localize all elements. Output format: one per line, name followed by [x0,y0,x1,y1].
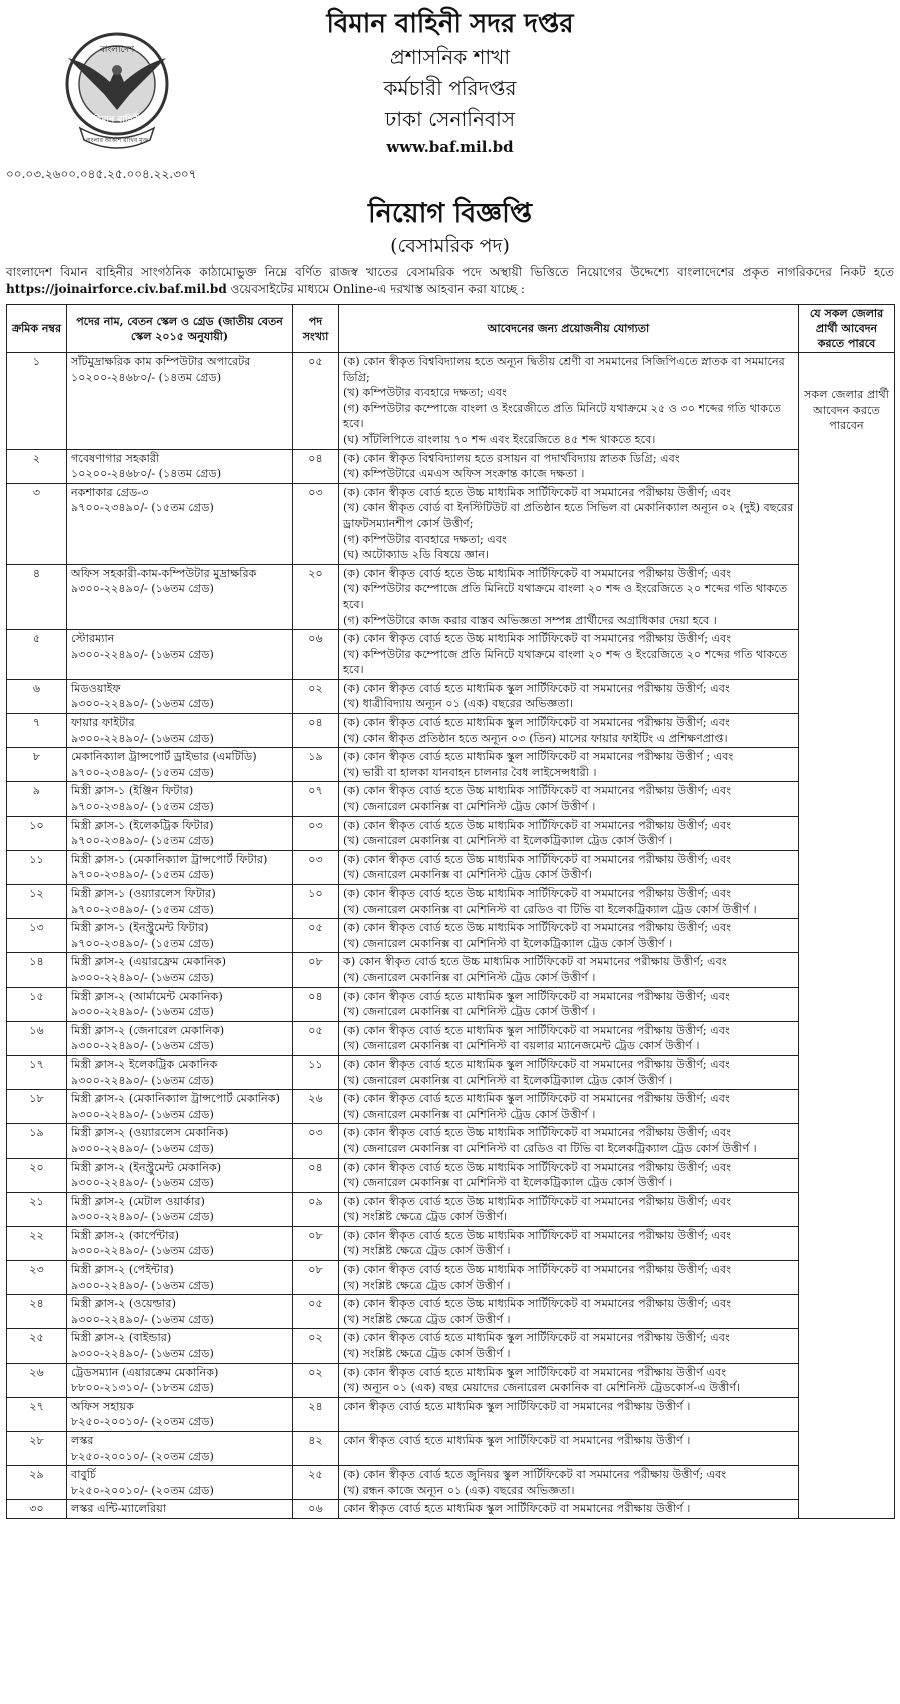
pay-scale: ৯৩০০-২২৪৯০/- (১৬তম গ্রেড) [71,1312,214,1326]
qualification-line: (খ) জেনারেল মেকানিক্স বা মেশিনিস্ট ট্রেড কোর্স উত্তীর্ণ । [343,800,596,814]
post-name: মিস্ত্রী ক্লাস-২ (জেনারেল মেকানিক) [71,1023,225,1037]
row-post [67,782,293,816]
row-post [67,1295,293,1329]
row-post [67,679,293,713]
table-row [7,885,895,919]
table-row [7,1090,895,1124]
row-serial: ২৮ [7,1432,67,1466]
row-qualification [339,1432,799,1466]
post-name: গবেষণাগার সহকারী [71,451,160,465]
qualification-line: (ক) কোন স্বীকৃত বোর্ড হতে উচ্চ মাধ্যমিক সার্টিফিকেট বা সমমানের পরীক্ষায় উত্তীর্ণ; এবং [343,566,732,580]
qualification-line: কোন স্বীকৃত বোর্ড হতে মাধ্যমিক স্কুল সার্টিফিকেট বা সমমানের পরীক্ষায় উত্তীর্ণ । [343,1502,691,1516]
qualification-line: (খ) জেনারেল মেকানিক্স বা মেশিনিস্ট বা ইলেকট্রিক্যাল ট্রেড কোর্স উত্তীর্ণ । [343,936,673,950]
qualification-line: (ক) কোন স্বীকৃত বোর্ড হতে উচ্চ মাধ্যমিক সার্টিফিকেট বা সমমানের পরীক্ষায় উত্তীর্ণ; এবং [343,1126,732,1140]
row-qualification [339,816,799,850]
post-name: মিস্ত্রী ক্লাস-২ (বাইন্ডার) [71,1331,172,1345]
row-count: ৪২ [293,1432,339,1466]
post-name: মিস্ত্রী ক্লাস-১ (ইলেকট্রিক ফিটার) [71,818,214,832]
pay-scale: ৯৭০০-২৩৪৯০/- (১৫তম গ্রেড) [71,765,214,779]
row-serial: ৭ [7,714,67,748]
row-post [67,1226,293,1260]
eligibility-note: সকল জেলার প্রার্থী আবেদন করতে পারবেন [799,353,895,1519]
posts-table [6,304,895,1519]
qualification-line: (খ) ভারী বা হালকা যানবাহন চালনার বৈধ লাইসেন্সধারী । [343,765,597,779]
qualification-line: (ক) কোন স্বীকৃত বোর্ড হতে উচ্চ মাধ্যমিক সার্টিফিকেট বা সমমানের পরীক্ষায় উত্তীর্ণ; এবং [343,887,732,900]
post-name: মিস্ত্রী ক্লাস-১ (ইনস্ট্রুমেন্ট ফিটার) [71,921,209,935]
qualification-line: (খ) অন্যূন ০১ (এক) বছর মেয়াদের জেনারেল মেকানিক বা মেশিনিস্ট ট্রেডকোর্স-এ উত্তীর্ণ। [343,1381,741,1395]
pay-scale: ৯৩০০-২২৪৯০/- (১৬তম গ্রেড) [71,970,214,984]
qualification-line: (খ) রন্ধন কাজে অন্যূন ০১ (এক) বছরের অভিজ্ঞতা। [343,1483,575,1497]
row-serial: ২৭ [7,1397,67,1431]
table-row [7,816,895,850]
row-qualification [339,353,799,450]
row-qualification [339,1363,799,1397]
row-count: ০৩ [293,483,339,564]
row-serial: ২৯ [7,1466,67,1500]
pay-scale: ৮২৫০-২০০১০/- (২০তম গ্রেড) [71,1449,214,1463]
table-row [7,919,895,953]
directorate-name: কর্মচারী পরিদপ্তর [383,76,517,100]
table-row [7,1363,895,1397]
pay-scale: ৯৩০০-২২৪৯০/- (১৬তম গ্রেড) [71,1210,214,1224]
post-name: মেকানিক্যাল ট্রান্সপোর্ট ড্রাইভার (এমটিডি) [71,750,257,764]
row-serial: ১৮ [7,1090,67,1124]
apply-url-link[interactable]: https://joinairforce.civ.baf.mil.bd [6,282,227,296]
row-qualification [339,953,799,987]
row-qualification [339,1226,799,1260]
qualification-line: (ক) কোন স্বীকৃত বোর্ড হতে মাধ্যমিক স্কুল সার্টিফিকেট বা সমমানের পরীক্ষায় উত্তীর্ণ; এবং [343,1331,730,1345]
qualification-line: (ক) কোন স্বীকৃত বোর্ড হতে উচ্চ মাধ্যমিক সার্টিফিকেট বা সমমানের পরীক্ষায় উত্তীর্ণ; এবং [343,921,732,935]
row-serial: ১৯ [7,1124,67,1158]
row-post [67,1192,293,1226]
qualification-line: (ক) কোন স্বীকৃত বোর্ড হতে উচ্চ মাধ্যমিক সার্টিফিকেট বা সমমানের পরীক্ষায় উত্তীর্ণ; এবং [343,1263,732,1277]
row-serial: ২৩ [7,1261,67,1295]
table-row [7,953,895,987]
row-qualification [339,679,799,713]
row-count: ০৯ [293,1192,339,1226]
post-name: নকশাকার গ্রেড-৩ [71,485,149,499]
qualification-line: (খ) সংশ্লিষ্ট ক্ষেত্রে ট্রেড কোর্স উত্তীর্ণ । [343,1278,511,1292]
qualification-line: (খ) জেনারেল মেকানিক্স বা মেশিনিস্ট বা ইলেকট্রিক্যাল ট্রেড কোর্স উত্তীর্ণ । [343,1073,673,1087]
qualification-line: (ক) কোন স্বীকৃত বোর্ড হতে মাধ্যমিক স্কুল সার্টিফিকেট বা সমমানের পরীক্ষায় উত্তীর্ণ; এবং [343,1092,730,1106]
pay-scale: ৮৮০০-২১৩১০/- (১৮তম গ্রেড) [71,1381,214,1395]
row-serial: ৩ [7,483,67,564]
pay-scale: ৯৩০০-২২৪৯০/- (১৬তম গ্রেড) [71,1278,214,1292]
pay-scale: ৯৭০০-২৩৪৯০/- (১৫তম গ্রেড) [71,902,214,916]
table-row [7,630,895,680]
row-qualification [339,1329,799,1363]
table-row [7,483,895,564]
pay-scale: ৯৭০০-২৩৪৯০/- (১৫তম গ্রেড) [71,834,214,848]
table-row [7,1397,895,1431]
row-qualification [339,850,799,884]
pay-scale: ৯৩০০-২২৪৯০/- (১৬তম গ্রেড) [71,1176,214,1190]
qualification-line: কোন স্বীকৃত বোর্ড হতে মাধ্যমিক স্কুল সার্টিফিকেট বা সমমানের পরীক্ষায় উত্তীর্ণ । [343,1434,691,1447]
post-name: ট্রেডসম্যান (এয়ারক্রেম মেকানিক) [71,1365,219,1379]
qualification-line: (ক) কোন স্বীকৃত বোর্ড হতে মাধ্যমিক স্কুল সার্টিফিকেট বা সমমানের পরীক্ষায় উত্তীর্ণ; এবং [343,989,730,1003]
row-serial: ১৪ [7,953,67,987]
qualification-line: (খ) সংশ্লিষ্ট ক্ষেত্রে ট্রেড কোর্স উত্তীর্ণ । [343,1312,511,1326]
post-name: সাঁটমুদ্রাক্ষরিক কাম কম্পিউটার অপারেটর [71,355,251,368]
post-name: অফিস সহকারী-কাম-কম্পিউটার মুদ্রাক্ষরিক [71,566,257,580]
qualification-line: (গ) কম্পিউটারে কাজ করার বাস্তব অভিজ্ঞতা সম্পন্ন প্রার্থীদের অগ্রাধিকার দেয়া হবে । [343,613,717,627]
row-serial: ২২ [7,1226,67,1260]
post-name: স্টোরম্যান [71,632,115,646]
pay-scale: ৮২৫০-২০০১০/- (২০তম গ্রেড) [71,1415,214,1429]
post-name: মিস্ত্রী ক্লাস-২ (মেকানিক্যাল ট্রান্সপোর্ট মেকানিক) [71,1092,281,1106]
qualification-line: (ক) কোন স্বীকৃত বোর্ড হতে মাধ্যমিক স্কুল সার্টিফিকেট বা সমমানের পরীক্ষায় উত্তীর্ণ; এবং [343,681,730,695]
table-row [7,1432,895,1466]
row-post [67,987,293,1021]
row-post [67,1397,293,1431]
qualification-line: (খ) কম্পিউটারে এমএস অফিস সংক্রান্ত কাজে দক্ষতা । [343,467,585,481]
row-qualification [339,449,799,483]
post-name: মিস্ত্রী ক্লাস-২ (ওয়্যারলেস মেকানিক) [71,1126,229,1140]
table-row [7,564,895,629]
intro-paragraph [6,264,894,298]
pay-scale: ৯৭০০-২৩৪৯০/- (১৫তম গ্রেড) [71,800,214,814]
post-name: মিস্ত্রী ক্লাস-১ (মেকানিক্যাল ট্রান্সপোর্ট ফিটার) [71,852,268,866]
logo-bottom-text: বিমান বাহিনী [93,115,141,125]
row-count: ০৫ [293,1021,339,1055]
row-count: ১৯ [293,748,339,782]
row-count: ২৫ [293,1466,339,1500]
pay-scale: ৯৩০০-২২৪৯০/- (১৬তম গ্রেড) [71,647,214,661]
pay-scale: ৯৩০০-২২৪৯০/- (১৬তম গ্রেড) [71,1347,214,1361]
row-serial: ১৩ [7,919,67,953]
row-serial: ৫ [7,630,67,680]
table-row [7,1261,895,1295]
qualification-line: (ক) কোন স্বীকৃত বোর্ড হতে জুনিয়র স্কুল সার্টিফিকেট বা সমমানের পরীক্ষায় উত্তীর্ণ; এবং [343,1468,727,1482]
post-name: মিডওয়াইফ [71,681,121,695]
pay-scale: ৯৩০০-২২৪৯০/- (১৬তম গ্রেড) [71,1107,214,1121]
pay-scale: ৯৩০০-২২৪৯০/- (১৬তম গ্রেড) [71,697,214,711]
qualification-line: (ক) কোন স্বীকৃত বিশ্ববিদ্যালয় হতে রসায়ন বা পদার্থবিদ্যায় স্নাতক ডিগ্রি; এবং [343,451,680,465]
row-count: ০৬ [293,630,339,680]
row-qualification [339,564,799,629]
table-row [7,1158,895,1192]
qualification-line: (খ) কোন স্বীকৃত বোর্ড বা ইনস্টিটিউট বা প্রতিষ্ঠান হতে সিভিল বা মেকানিক্যাল অন্যূন ০২ (দুই) বছরের ড্রাফটসম্যানশীপ কোর্স উত্তীর্ণ; [343,501,794,530]
qualification-line: (খ) জেনারেল মেকানিক্স বা মেশিনিস্ট ট্রেড কোর্স উত্তীর্ণ । [343,970,596,984]
row-count: ০৫ [293,353,339,450]
qualification-line: (খ) সংশ্লিষ্ট ক্ষেত্রে ট্রেড কোর্স উত্তীর্ণ। [343,1210,507,1224]
row-post [67,1363,293,1397]
post-name: ফায়ার ফাইটার [71,716,135,730]
pay-scale: ৯৩০০-২২৪৯০/- (১৬তম গ্রেড) [71,582,214,596]
qualification-line: (ক) কোন স্বীকৃত বোর্ড হতে উচ্চ মাধ্যমিক সার্টিফিকেট বা সমমানের পরীক্ষায় উত্তীর্ণ; এবং [343,818,732,832]
row-serial: ১০ [7,816,67,850]
row-serial: ৬ [7,679,67,713]
row-post [67,1124,293,1158]
row-count: ০৪ [293,714,339,748]
row-count: ০২ [293,1363,339,1397]
row-count: ২৬ [293,1090,339,1124]
qualification-line: (খ) সংশ্লিষ্ট ক্ষেত্রে ট্রেড কোর্স উত্তীর্ণ । [343,1244,511,1258]
notice-header [0,0,900,181]
qualification-line: (গ) কম্পিউটার কম্পোজে বাংলা ও ইংরেজীতে প্রতি মিনিটে যথাক্রমে ২৫ ও ৩০ শব্দের গতি থাকতে হবে। [343,401,781,431]
row-post [67,816,293,850]
post-name: মিস্ত্রী ক্লাস-২ (মেটাল ওয়ার্কার) [71,1194,205,1208]
row-serial: ১১ [7,850,67,884]
table-header-row [7,305,895,353]
qualification-line: (খ) সংশ্লিষ্ট ক্ষেত্রে ট্রেড কোর্স উত্তীর্ণ । [343,1347,511,1361]
post-name: মিস্ত্রী ক্লাস-২ (কার্পেন্টার) [71,1228,179,1242]
row-count: ০৪ [293,449,339,483]
row-serial: ২৬ [7,1363,67,1397]
qualification-line: (খ) কম্পিউটার কম্পোজে প্রতি মিনিটে যথাক্রমে বাংলা ২০ শব্দ ও ইংরেজিতে ২০ শব্দের গতি থাকতে হবে। [343,647,788,677]
table-row [7,748,895,782]
notice-subtitle: (বেসামরিক পদ) [390,235,510,257]
post-name: মিস্ত্রী ক্লাস-২ (এয়ারফ্রেম মেকানিক) [71,955,226,969]
post-name: মিস্ত্রী ক্লাস-১ (ওয়্যারলেস ফিটার) [71,887,216,900]
row-qualification [339,630,799,680]
qualification-line: (খ) জেনারেল মেকানিক্স বা মেশিনিস্ট বা রেডিও বা টিভি বা ইলেকট্রিক্যাল ট্রেড কোর্স উত্তীর্ণ । [343,1141,757,1155]
row-count: ১১ [293,1055,339,1089]
row-count: ২০ [293,564,339,629]
qualification-line: (খ) কম্পিউটার ব্যবহারে দক্ষতা; এবং [343,386,507,400]
qualification-line: (ক) কোন স্বীকৃত বোর্ড হতে উচ্চ মাধ্যমিক সার্টিফিকেট বা সমমানের পরীক্ষায় উত্তীর্ণ; এবং [343,1160,732,1174]
branch-name: প্রশাসনিক শাখা [389,45,511,69]
row-qualification [339,1055,799,1089]
header-count: পদ সংখ্যা [293,305,339,353]
post-name: মিস্ত্রী ক্লাস-২ ইলেকট্রিক মেকানিক [71,1057,218,1071]
row-count: ০৮ [293,1261,339,1295]
table-row [7,987,895,1021]
post-name: অফিস সহায়ক [71,1399,134,1413]
qualification-line: (খ) জেনারেল মেকানিক্স বা মেশিনিস্ট বা রেডিও বা টিভি বা ইলেকট্রিক্যাল ট্রেড কোর্স উত্তীর্ণ । [343,902,757,916]
row-post [67,885,293,919]
table-row [7,782,895,816]
qualification-line: (খ) কম্পিউটার কম্পোজে প্রতি মিনিটে যথাক্রমে বাংলা ২০ শব্দ ও ইংরেজিতে ২০ শব্দের গতি থাকতে হবে। [343,582,788,611]
row-qualification [339,714,799,748]
qualification-line: (ক) কোন স্বীকৃত বোর্ড হতে মাধ্যমিক স্কুল সার্টিফিকেট বা সমমানের পরীক্ষায় উত্তীর্ণ ; এবং [343,750,734,764]
qualification-line: (ক) কোন স্বীকৃত বোর্ড হতে মাধ্যমিক স্কুল সার্টিফিকেট বা সমমানের পরীক্ষায় উত্তীর্ণ; এবং [343,1023,730,1037]
pay-scale: ৯৩০০-২২৪৯০/- (১৬তম গ্রেড) [71,1039,214,1053]
qualification-line: (ক) কোন স্বীকৃত বোর্ড হতে মাধ্যমিক স্কুল সার্টিফিকেট বা সমমানের পরীক্ষায় উত্তীর্ণ এবং [343,1365,727,1379]
qualification-line: (খ) জেনারেল মেকানিক্স বা মেশিনিস্ট বা ইলেকট্রিক্যাল ট্রেড কোর্স উত্তীর্ণ । [343,834,673,848]
row-post [67,1500,293,1519]
row-post [67,714,293,748]
row-serial: ৩০ [7,1500,67,1519]
qualification-line: (গ) কম্পিউটার ব্যবহারে দক্ষতা; এবং [343,532,507,546]
title-block [0,196,900,260]
row-post [67,564,293,629]
header-districts: যে সকল জেলার প্রার্থী আবেদন করতে পারবে [799,305,895,353]
row-qualification [339,1192,799,1226]
table-row [7,1055,895,1089]
row-post [67,1021,293,1055]
pay-scale: ৯৩০০-২২৪৯০/- (১৬তম গ্রেড) [71,1244,214,1258]
row-count: ০৫ [293,919,339,953]
header-lines [0,6,900,159]
row-count: ০৭ [293,782,339,816]
row-post [67,953,293,987]
qualification-line: (ক) কোন স্বীকৃত বোর্ড হতে উচ্চ মাধ্যমিক সার্টিফিকেট বা সমমানের পরীক্ষায় উত্তীর্ণ; এবং [343,1194,732,1208]
pay-scale: ৯৩০০-২২৪৯০/- (১৬তম গ্রেড) [71,1005,214,1019]
row-serial: ১৬ [7,1021,67,1055]
row-qualification [339,782,799,816]
row-count: ১০ [293,885,339,919]
row-serial: ৮ [7,748,67,782]
qualification-line: (ক) কোন স্বীকৃত বোর্ড হতে উচ্চ মাধ্যমিক সার্টিফিকেট বা সমমানের পরীক্ষায় উত্তীর্ণ; এবং [343,784,732,798]
post-name: লস্কর [71,1434,94,1447]
row-count: ০৩ [293,850,339,884]
memo-number: ০০.০৩.২৬০০.০৪৫.২৫.০০৪.২২.৩০৭ [6,167,197,181]
row-post [67,919,293,953]
row-serial: ২১ [7,1192,67,1226]
header-qualification: আবেদনের জন্য প্রয়োজনীয় যোগ্যতা [339,305,799,353]
post-name: মিস্ত্রী ক্লাস-২ (পেইন্টার) [71,1263,174,1277]
post-name: মিস্ত্রী ক্লাস-২ (আর্মামেন্ট মেকানিক) [71,989,223,1003]
row-qualification [339,1158,799,1192]
row-post [67,1158,293,1192]
table-row [7,679,895,713]
qualification-line: (খ) কোন স্বীকৃত প্রতিষ্ঠান হতে অন্যূন ০৩ (তিন) মাসের ফায়ার ফাইটিং এ প্রশিক্ষণপ্রাপ্ত। [343,731,728,745]
row-post [67,353,293,450]
intro-tail: ওয়েবসাইটের মাধ্যমে Online-এ দরখাস্ত আহবান করা যাচ্ছে : [226,282,525,296]
logo-top-text: বাংলাদেশ [99,45,135,55]
row-count: ০৪ [293,987,339,1021]
row-count: ০৩ [293,816,339,850]
pay-scale: ৯৩০০-২২৪৯০/- (১৬তম গ্রেড) [71,1073,214,1087]
row-serial: ২৫ [7,1329,67,1363]
row-count: ২৪ [293,1397,339,1431]
post-name: মিস্ত্রী ক্লাস-২ (ওয়েল্ডার) [71,1297,176,1311]
qualification-line: (খ) ধাত্রীবিদ্যায় অন্যূন ০১ (এক) বছরের অভিজ্ঞতা। [343,697,574,711]
row-post [67,483,293,564]
post-name: মিস্ত্রী ক্লাস-২ (ইনস্ট্রুমেন্ট মেকানিক) [71,1160,222,1174]
pay-scale: ৯৩০০-২২৪৯০/- (১৬তম গ্রেড) [71,1141,214,1155]
row-serial: ২০ [7,1158,67,1192]
qualification-line: (খ) জেনারেল মেকানিক্স বা মেশিনিস্ট বা বয়লার ম্যানেজমেন্ট ট্রেড কোর্স উত্তীর্ণ । [343,1039,700,1053]
qualification-line: (খ) জেনারেল মেকানিক্স বা মেশিনিস্ট বা ইলেকট্রিক্যাল ট্রেড কোর্স উত্তীর্ণ । [343,1176,673,1190]
qualification-line: (ক) কোন স্বীকৃত বোর্ড হতে মাধ্যমিক স্কুল সার্টিফিকেট বা সমমানের পরীক্ষায় উত্তীর্ণ; এবং [343,716,730,730]
qualification-line: ক) কোন স্বীকৃত বোর্ড হতে উচ্চ মাধ্যমিক সার্টিফিকেট বা সমমানের পরীক্ষায় উত্তীর্ণ; এবং [343,955,727,969]
table-row [7,1295,895,1329]
row-count: ০৩ [293,1124,339,1158]
pay-scale: ১০২০০-২৪৬৮০/- (১৪তম গ্রেড) [71,370,222,384]
row-serial: ৯ [7,782,67,816]
pay-scale: ৯৭০০-২৩৪৯০/- (১৫তম গ্রেড) [71,501,214,515]
row-post [67,850,293,884]
qualification-line: (ক) কোন স্বীকৃত বোর্ড হতে উচ্চ মাধ্যমিক সার্টিফিকেট বা সমমানের পরীক্ষায় উত্তীর্ণ; এবং [343,1228,732,1242]
row-serial: ২৪ [7,1295,67,1329]
post-name: বাবুর্চি [71,1468,96,1482]
row-serial: ১৭ [7,1055,67,1089]
row-qualification [339,1021,799,1055]
org-name: বিমান বাহিনী সদর দপ্তর [326,9,574,39]
row-post [67,1329,293,1363]
row-qualification [339,1124,799,1158]
row-qualification [339,1090,799,1124]
row-serial: ১২ [7,885,67,919]
table-row [7,1329,895,1363]
row-post [67,1432,293,1466]
table-body [7,353,895,1519]
row-qualification [339,1261,799,1295]
table-row [7,1226,895,1260]
header-serial: ক্রমিক নম্বর [7,305,67,353]
intro-text: বাংলাদেশ বিমান বাহিনীর সাংগঠনিক কাঠামোভুক্ত নিম্নে বর্ণিত রাজস্ব খাতের বেসামরিক পদে অস্থায়ী ভিত্তিতে নিয়োগের উদ্দেশ্যে বাংলাদেশের প্রকৃত নাগরিকদের নিকট হতে [6,265,894,279]
qualification-line: (খ) জেনারেল মেকানিক্স বা মেশিনিস্ট ট্রেড কোর্স উত্তীর্ণ । [343,1005,596,1019]
row-post [67,1261,293,1295]
pay-scale: ৮২৫০-২০০১০/- (২০তম গ্রেড) [71,1483,214,1497]
table-row [7,1192,895,1226]
post-name: মিস্ত্রী ক্লাস-১ (ইঞ্জিন ফিটার) [71,784,194,798]
row-count: ০৮ [293,1226,339,1260]
qualification-line: (ক) কোন স্বীকৃত বোর্ড হতে উচ্চ মাধ্যমিক সার্টিফিকেট বা সমমানের পরীক্ষায় উত্তীর্ণ; এবং [343,852,732,866]
row-post [67,449,293,483]
row-count: ০৬ [293,1500,339,1519]
qualification-line: (খ) জেনারেল মেকানিক্স বা মেশিনিস্ট ট্রেড কোর্স উত্তীর্ণ । [343,1107,596,1121]
qualification-line: (ক) কোন স্বীকৃত বিশ্ববিদ্যালয় হতে অন্যূন দ্বিতীয় শ্রেণী বা সমমানের সিজিপিএতে স্নাতক বা সমমানের ডিগ্রি; [343,355,785,384]
row-qualification [339,987,799,1021]
row-count: ০২ [293,679,339,713]
row-serial: ৪ [7,564,67,629]
qualification-line: (খ) জেনারেল মেকানিক্স বা মেশিনিস্ট ট্রেড কোর্স উত্তীর্ণ। [343,868,592,882]
row-serial: ২ [7,449,67,483]
row-serial: ১ [7,353,67,450]
notice-title: নিয়োগ বিজ্ঞপ্তি [367,198,533,229]
row-count: ০৫ [293,1295,339,1329]
row-post [67,1466,293,1500]
row-count: ০৪ [293,1158,339,1192]
table-row [7,1124,895,1158]
qualification-line: (ক) কোন স্বীকৃত বোর্ড হতে উচ্চ মাধ্যমিক সার্টিফিকেট বা সমমানের পরীক্ষায় উত্তীর্ণ; এবং [343,1297,732,1311]
table-row [7,714,895,748]
header-post: পদের নাম, বেতন স্কেল ও গ্রেড (জাতীয় বেতন স্কেল ২০১৫ অনুযায়ী) [67,305,293,353]
logo-motto: বাংলার আকাশ রাখিব মুক্ত [85,137,149,144]
row-qualification [339,1397,799,1431]
row-serial: ১৫ [7,987,67,1021]
post-name: লস্কর এন্টি-ম্যালেরিয়া [71,1502,167,1516]
location-name: ঢাকা সেনানিবাস [384,107,516,131]
table-row [7,353,895,450]
row-count: ০৮ [293,953,339,987]
row-qualification [339,1466,799,1500]
table-row [7,1466,895,1500]
qualification-line: (ক) কোন স্বীকৃত বোর্ড হতে মাধ্যমিক স্কুল সার্টিফিকেট বা সমমানের পরীক্ষায় উত্তীর্ণ; এবং [343,1057,730,1071]
pay-scale: ৯৭০০-২৩৪৯০/- (১৫তম গ্রেড) [71,936,214,950]
website-link[interactable]: www.baf.mil.bd [386,138,514,156]
qualification-line: কোন স্বীকৃত বোর্ড হতে মাধ্যমিক স্কুল সার্টিফিকেট বা সমমানের পরীক্ষায় উত্তীর্ণ । [343,1399,691,1413]
row-post [67,1090,293,1124]
qualification-line: (ক) কোন স্বীকৃত বোর্ড হতে উচ্চ মাধ্যমিক সার্টিফিকেট বা সমমানের পরীক্ষায় উত্তীর্ণ; এবং [343,485,732,499]
row-qualification [339,483,799,564]
table-row [7,850,895,884]
pay-scale: ১০২০০-২৪৬৮০/- (১৪তম গ্রেড) [71,467,222,481]
qualification-line: (ঘ) সাঁটলিপিতে বাংলায় ৭০ শব্দ এবং ইংরেজিতে ৪৫ শব্দ থাকতে হবে। [343,432,656,446]
table-row [7,449,895,483]
row-qualification [339,1500,799,1519]
table-row [7,1021,895,1055]
row-count: ০২ [293,1329,339,1363]
row-post [67,630,293,680]
row-qualification [339,885,799,919]
table-row [7,1500,895,1519]
row-post [67,748,293,782]
pay-scale: ৯৩০০-২২৪৯০/- (১৬তম গ্রেড) [71,731,214,745]
row-post [67,1055,293,1089]
row-qualification [339,919,799,953]
pay-scale: ৯৭০০-২৩৪৯০/- (১৫তম গ্রেড) [71,868,214,882]
qualification-line: (ক) কোন স্বীকৃত বোর্ড হতে উচ্চ মাধ্যমিক সার্টিফিকেট বা সমমানের পরীক্ষায় উত্তীর্ণ; এবং [343,632,732,646]
qualification-line: (ঘ) অটোক্যাড ২ডি বিষয়ে জ্ঞান। [343,548,489,562]
row-qualification [339,748,799,782]
row-qualification [339,1295,799,1329]
